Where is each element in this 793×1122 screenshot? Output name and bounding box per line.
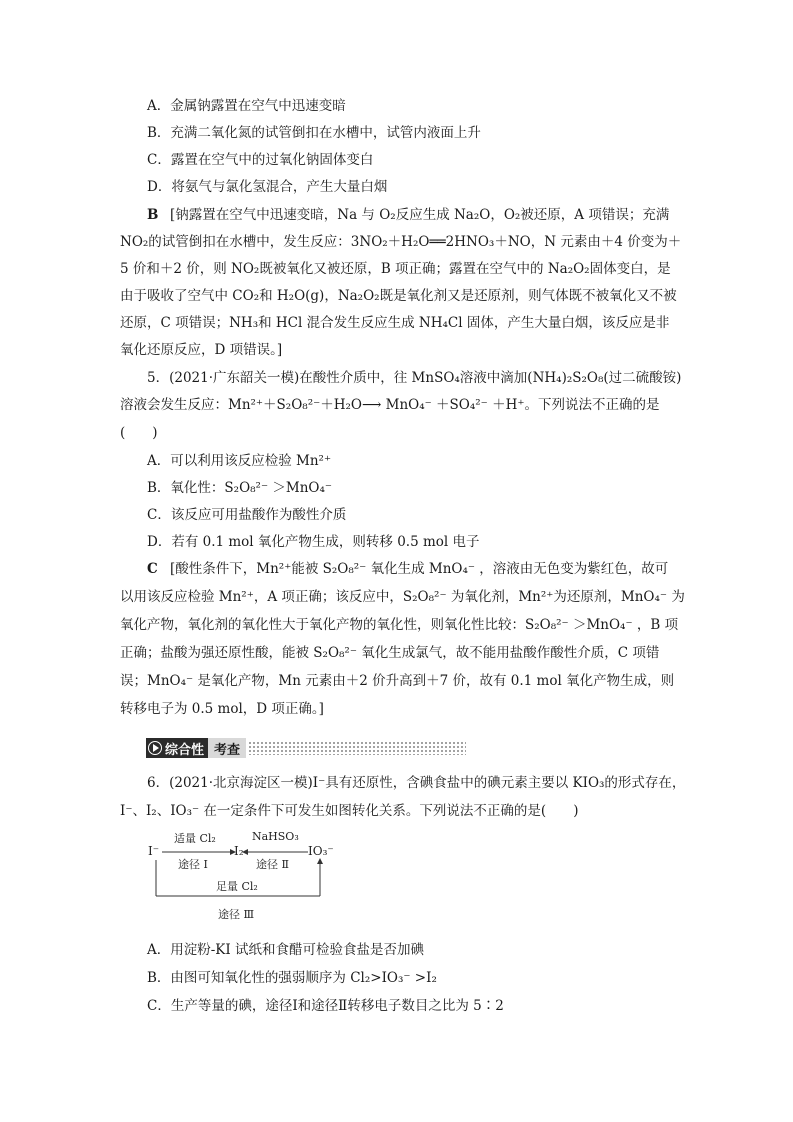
- q5-stem-line: 5．(2021·广东韶关一模)在酸性介质中，往 MnSO₄溶液中滴加(NH₄)₂S₂O₈(过二硫酸铵): [147, 370, 682, 386]
- q5-stem-line: ( ): [120, 425, 158, 441]
- q4-explanation-line: [钠露置在空气中迅速变暗，Na 与 O₂反应生成 Na₂O，O₂被还原，A 项错误；充满: [170, 207, 670, 223]
- play-circle-icon: [148, 741, 162, 755]
- q4-option-c: C．露置在空气中的过氧化钠固体变白: [147, 152, 374, 168]
- section-label-dark: 综合性: [165, 742, 205, 758]
- q5-explanation-line: 氧化产物，氧化剂的氧化性大于氧化产物的氧化性，则氧化性比较：S₂O₈²⁻ ＞MnO₄⁻ ，B 项: [120, 617, 679, 633]
- arrow3-reagent: 足量 Cl₂: [216, 880, 258, 893]
- q4-option-a: A．金属钠露置在空气中迅速变暗: [147, 98, 346, 114]
- banner-dot-pattern: [248, 741, 466, 755]
- q6-option-b: B．由图可知氧化性的强弱顺序为 Cl₂>IO₃⁻ >I₂: [147, 970, 437, 986]
- q4-explanation-line: NO₂的试管倒扣在水槽中，发生反应：3NO₂＋H₂O══2HNO₃＋NO，N 元素由＋4 价变为＋: [120, 234, 682, 250]
- section-label-light: 考查: [208, 738, 246, 758]
- q5-explanation-line: 正确；盐酸为强还原性酸，能被 S₂O₈²⁻ 氧化生成氯气，故不能用盐酸作酸性介质，C 项错: [120, 645, 660, 661]
- q4-option-d: D．将氨气与氯化氢混合，产生大量白烟: [147, 179, 388, 195]
- q5-option-d: D．若有 0.1 mol 氧化产物生成，则转移 0.5 mol 电子: [147, 534, 480, 550]
- q6-stem-line: 6．(2021·北京海淀区一模)I⁻具有还原性，含碘食盐中的碘元素主要以 KIO₃的形式存在，: [147, 775, 686, 791]
- node-iodate: IO₃⁻: [308, 844, 334, 858]
- arrow1-reagent: 适量 Cl₂: [174, 832, 216, 845]
- q6-option-c: C．生产等量的碘，途径Ⅰ和途径Ⅱ转移电子数目之比为 5∶2: [147, 998, 504, 1014]
- q4-explanation-line: 由于吸收了空气中 CO₂和 H₂O(g)，Na₂O₂既是氧化剂又是还原剂，则气体既不被氧化又不被: [120, 288, 677, 304]
- q5-answer-letter: C: [147, 561, 158, 577]
- arrow1-path-label: 途径 Ⅰ: [178, 858, 208, 871]
- iodine-conversion-diagram: [148, 826, 348, 928]
- arrow2-reagent: NaHSO₃: [252, 830, 299, 843]
- q5-option-b: B．氧化性：S₂O₈²⁻ ＞MnO₄⁻: [147, 480, 333, 496]
- q5-option-a: A．可以利用该反应检验 Mn²⁺: [147, 453, 332, 469]
- q5-option-c: C．该反应可用盐酸作为酸性介质: [147, 507, 347, 523]
- q4-option-b: B．充满二氧化氮的试管倒扣在水槽中，试管内液面上升: [147, 125, 481, 141]
- arrow3-path-label: 途径 Ⅲ: [218, 908, 255, 921]
- node-iodine: I₂: [234, 844, 244, 858]
- q5-explanation-line: [酸性条件下，Mn²⁺能被 S₂O₈²⁻ 氧化生成 MnO₄⁻ ，溶液由无色变为紫红色，故可: [170, 561, 669, 577]
- q5-stem-line: 溶液会发生反应：Mn²⁺＋S₂O₈²⁻＋H₂O⟶ MnO₄⁻ ＋SO₄²⁻ ＋H⁺。下列说法不正确的是: [120, 397, 660, 413]
- q4-explanation-line: 氧化还原反应，D 项错误。]: [120, 342, 283, 358]
- q6-option-a: A．用淀粉-KI 试纸和食醋可检验食盐是否加碘: [147, 942, 425, 958]
- q5-explanation-line: 转移电子为 0.5 mol，D 项正确。]: [120, 701, 324, 717]
- q5-explanation-line: 误；MnO₄⁻ 是氧化产物，Mn 元素由＋2 价升高到＋7 价，故有 0.1 mol 氧化产物生成，则: [120, 673, 675, 689]
- node-iodide: I⁻: [148, 844, 160, 858]
- arrow2-path-label: 途径 Ⅱ: [256, 858, 289, 871]
- q4-explanation-line: 5 价和＋2 价，则 NO₂既被氧化又被还原，B 项正确；露置在空气中的 Na₂O₂固体变白，是: [120, 261, 671, 277]
- q6-stem-line: I⁻、I₂、IO₃⁻ 在一定条件下可发生如图转化关系。下列说法不正确的是( ): [120, 803, 579, 819]
- section-banner-label: [146, 738, 208, 758]
- section-banner: [146, 738, 466, 758]
- q4-answer-letter: B: [147, 207, 159, 223]
- q4-explanation-line: 还原，C 项错误；NH₃和 HCl 混合发生反应生成 NH₄Cl 固体，产生大量白烟，该反应是非: [120, 315, 670, 331]
- q5-explanation-line: 以用该反应检验 Mn²⁺，A 项正确；该反应中，S₂O₈²⁻ 为氧化剂，Mn²⁺为还原剂，MnO₄⁻ 为: [120, 589, 685, 605]
